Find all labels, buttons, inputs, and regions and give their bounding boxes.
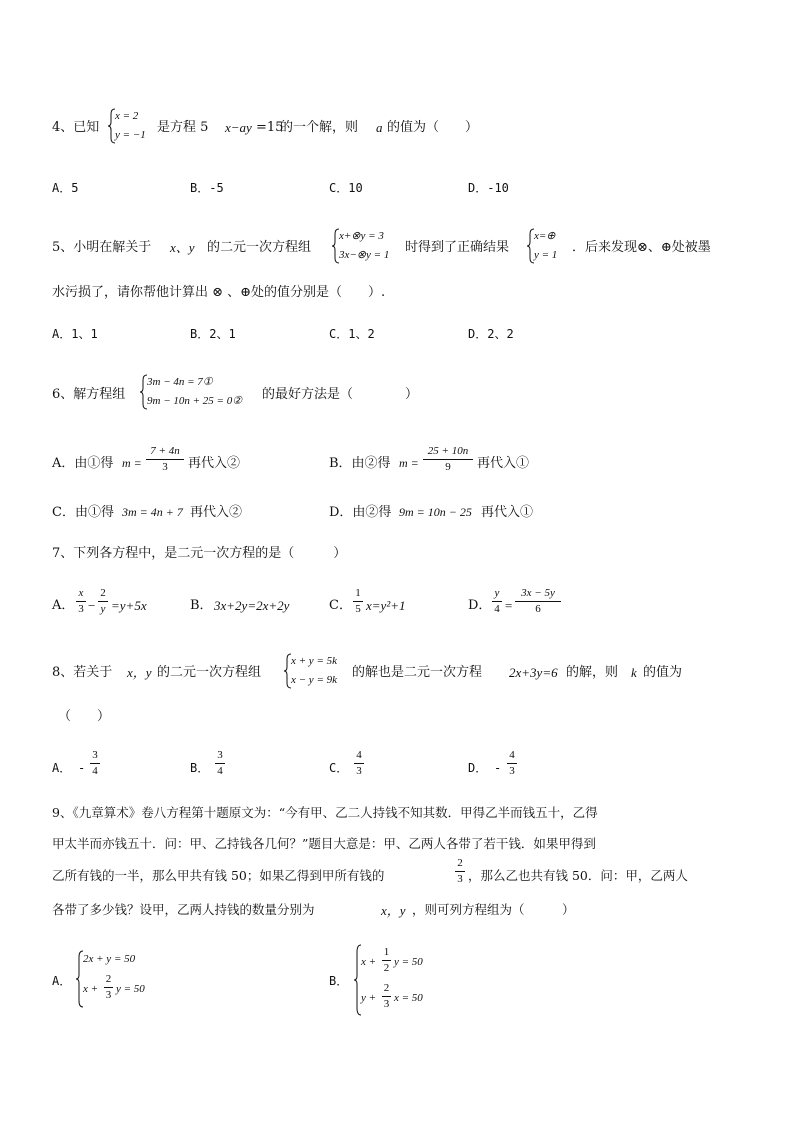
q8-option-b-label: B． xyxy=(190,761,210,775)
fraction-numerator: 3 xyxy=(92,749,98,761)
q9-line-3-pre: 乙所有钱的一半，那么甲共有钱 50；如果乙得到甲所有钱的 xyxy=(52,868,385,883)
q8-line2: （ ） xyxy=(58,709,111,724)
q9-option-b-row-2-pre: y + xyxy=(361,992,377,1004)
q5-mid2: 时得到了正确结果 xyxy=(405,240,510,255)
left-brace-icon xyxy=(354,944,362,1016)
q9-option-a-label: A． xyxy=(52,974,72,988)
q4-tail: 的一个解，则 xyxy=(280,120,359,135)
fraction-numerator: 3 xyxy=(217,749,223,761)
q6-equation-system xyxy=(140,374,262,410)
fraction-numerator: 25 + 10n xyxy=(427,445,469,457)
q8-var-k: k xyxy=(631,665,637,680)
q4-equation-system xyxy=(108,108,156,144)
q8-sys-row-1: x + y = 5k xyxy=(291,655,337,667)
q9-option-a-system xyxy=(76,950,166,1008)
q6-option-d-pre: D．由②得 xyxy=(329,505,392,520)
q8-option-a-fraction xyxy=(90,750,100,777)
q7-option-a-fraction-1 xyxy=(76,588,86,615)
q6-option-b-post: 再代入① xyxy=(477,456,530,471)
q5-mid: 的二元一次方程组 xyxy=(207,240,312,255)
q6-tail: 的最好方法是（ ） xyxy=(262,387,419,402)
fraction-denominator: 4 xyxy=(217,765,223,777)
q9-option-b-system xyxy=(354,944,444,1016)
fraction-denominator: 3 xyxy=(509,765,515,777)
q5-option-a[interactable]: A．1、1 xyxy=(52,327,98,341)
q6-option-c-eq: 3m = 4n + 7 xyxy=(122,505,183,519)
q8-mid: 的二元一次方程组 xyxy=(157,665,262,680)
q7-option-d-equals: = xyxy=(505,598,513,613)
q8-option-c-label: C． xyxy=(329,761,349,775)
q9-line-2: 甲太半而亦钱五十．问：甲、乙持钱各几何？”题目大意是：甲、乙两人各带了若干钱．如果甲得到 xyxy=(52,836,596,851)
q5-equation-system xyxy=(332,228,406,264)
q7-option-b-eq: 3x+2y=2x+2y xyxy=(214,598,290,613)
q6-option-a-lhs: m = xyxy=(122,456,142,470)
q4-sys-row-2: y = −1 xyxy=(115,129,146,141)
q6-option-a-fraction xyxy=(146,446,184,473)
q8-equation-system xyxy=(284,653,354,689)
q5-sys-row-1: x+⊗y = 3 xyxy=(339,230,384,242)
q5-option-d[interactable]: D．2、2 xyxy=(468,327,514,341)
fraction-denominator: 4 xyxy=(494,603,500,615)
fraction-denominator: y xyxy=(100,603,106,615)
fraction-numerator: y xyxy=(494,587,500,599)
q9-option-b-label: B． xyxy=(329,974,349,988)
q8-sys-row-2: x − y = 9k xyxy=(291,674,337,686)
fraction-numerator: 2 xyxy=(100,587,106,599)
q7-option-c-rest: x=y²+1 xyxy=(366,598,406,613)
fraction-numerator: 4 xyxy=(356,749,362,761)
q5-option-c[interactable]: C．1、2 xyxy=(329,327,375,341)
q8-option-c-fraction xyxy=(354,750,364,777)
q8-prefix: 8、若关于 xyxy=(52,665,113,680)
q8-option-d-label: D． xyxy=(468,761,488,775)
q7-option-c-fraction xyxy=(353,588,363,615)
fraction-numerator: 1 xyxy=(355,587,361,599)
q6-option-d-eq: 9m = 10n − 25 xyxy=(399,505,472,519)
fraction-denominator: 5 xyxy=(355,603,361,615)
q9-option-a-row-2-pre: x + xyxy=(83,983,99,995)
q9-line-3-post: ，那么乙也共有钱 50．问：甲，乙两人 xyxy=(468,868,688,883)
q9-line-3-fraction xyxy=(455,858,465,885)
fraction-numerator: 4 xyxy=(509,749,515,761)
fraction-numerator: 1 xyxy=(383,946,390,958)
fraction-denominator: 3 xyxy=(105,989,112,1001)
q4-option-c[interactable]: C．10 xyxy=(329,181,363,195)
fraction-denominator: 3 xyxy=(78,603,84,615)
q5-line2: 水污损了，请你帮他计算出 ⊗ 、⊕处的值分别是（ ）. xyxy=(52,285,386,300)
fraction-denominator: 3 xyxy=(457,873,463,885)
q6-option-b-lhs: m = xyxy=(399,456,419,470)
fraction-numerator: 2 xyxy=(105,973,112,985)
q6-option-d-post: 再代入① xyxy=(481,505,534,520)
q9-option-b-row-2-post: x = 50 xyxy=(394,992,423,1004)
fraction-denominator: 2 xyxy=(383,962,390,974)
fraction-numerator: 2 xyxy=(457,857,463,869)
q4-option-d[interactable]: D．-10 xyxy=(468,181,509,195)
q4-option-b[interactable]: B．-5 xyxy=(190,181,224,195)
q8-option-a-label: A． xyxy=(52,761,72,775)
q8-option-a-sign: - xyxy=(78,761,86,775)
q5-result-system xyxy=(527,228,571,264)
q4-end: 的值为（ ） xyxy=(387,120,479,135)
q8-option-b-fraction xyxy=(215,750,225,777)
fraction-denominator: 6 xyxy=(535,603,541,615)
q8-end: 的值为 xyxy=(643,665,683,680)
q6-sys-row-2: 9m − 10n + 25 = 0② xyxy=(147,395,243,407)
q7-option-a-minus: − xyxy=(88,598,96,613)
q4-sys-row-1: x = 2 xyxy=(115,110,139,122)
q4-equation-rest: =15 xyxy=(256,120,284,135)
q7-option-d-fraction-2 xyxy=(515,588,561,615)
q7-option-d-label: D． xyxy=(468,598,492,613)
fraction-numerator: x xyxy=(78,587,84,599)
q5-prefix: 5、小明在解关于 xyxy=(52,240,152,255)
q8-option-d-sign: - xyxy=(494,761,502,775)
fraction-numerator: 2 xyxy=(383,982,390,994)
q9-line-4-post: ，则可列方程组为（ ） xyxy=(412,902,575,917)
q9-option-b-row-2-fraction xyxy=(382,983,391,1010)
q9-line-4-pre: 各带了多少钱？设甲，乙两人持钱的数量分别为 xyxy=(52,902,315,917)
q9-line-1: 9、《九章算术》卷八方程第十题原文为：“今有甲、乙二人持钱不知其数．甲得乙半而钱五十，乙得 xyxy=(52,805,598,820)
q6-option-c-pre: C．由①得 xyxy=(52,505,114,520)
q9-option-b-row-1-fraction xyxy=(382,947,391,974)
q8-vars: x，y xyxy=(127,665,152,680)
q8-tail2: 的解，则 xyxy=(566,665,619,680)
q9-option-a-row-2-post: y = 50 xyxy=(116,983,145,995)
q6-prefix: 6、解方程组 xyxy=(52,387,126,402)
q7-option-d-fraction-1 xyxy=(492,588,502,615)
q6-option-a-pre: A．由①得 xyxy=(52,456,114,471)
fraction-denominator: 4 xyxy=(92,765,98,777)
q7-option-b-label: B． xyxy=(190,598,213,613)
q5-tail: ．后来发现⊗、⊕处被墨 xyxy=(572,240,711,255)
q7-stem: 7、下列各方程中，是二元一次方程的是（ ） xyxy=(52,546,347,561)
q7-option-a-label: A． xyxy=(52,598,75,613)
q6-option-c-post: 再代入② xyxy=(190,505,243,520)
q7-option-a-fraction-2 xyxy=(98,588,108,615)
q9-option-b-row-1-pre: x + xyxy=(361,956,377,968)
q4-prefix: 4、已知 xyxy=(52,120,100,135)
q6-sys-row-1: 3m − 4n = 7① xyxy=(147,376,213,388)
fraction-denominator: 3 xyxy=(162,461,168,473)
q5-result-row-2: y = 1 xyxy=(534,249,558,261)
fraction-denominator: 3 xyxy=(383,998,390,1010)
q5-option-b[interactable]: B．2、1 xyxy=(190,327,236,341)
fraction-numerator: 3x − 5y xyxy=(521,587,555,599)
q4-option-a[interactable]: A．5 xyxy=(52,181,79,195)
fraction-denominator: 9 xyxy=(445,461,451,473)
q7-option-c-label: C． xyxy=(329,598,352,613)
q4-var-a: a xyxy=(376,120,383,135)
q4-mid: 是方程 5 xyxy=(157,120,209,135)
q5-vars: x、y xyxy=(170,240,195,255)
q5-sys-row-2: 3x−⊗y = 1 xyxy=(339,249,390,261)
q5-result-row-1: x=⊕ xyxy=(534,230,556,242)
fraction-denominator: 3 xyxy=(356,765,362,777)
q8-tail: 的解也是二元一次方程 xyxy=(352,665,483,680)
q6-option-b-pre: B．由②得 xyxy=(329,456,391,471)
q7-option-a-rest: =y+5x xyxy=(111,598,147,613)
q9-option-a-row-2-fraction xyxy=(104,974,113,1001)
fraction-numerator: 7 + 4n xyxy=(150,445,180,457)
q8-option-d-fraction xyxy=(507,750,517,777)
q6-option-a-post: 再代入② xyxy=(188,456,241,471)
q9-option-b-row-1-post: y = 50 xyxy=(394,956,423,968)
q4-equation: x−ay xyxy=(225,120,252,135)
q6-option-b-fraction xyxy=(423,446,473,473)
q9-option-a-row-1: 2x + y = 50 xyxy=(83,953,136,965)
q9-line-4-vars: x，y xyxy=(381,903,406,918)
q8-equation: 2x+3y=6 xyxy=(509,665,558,680)
